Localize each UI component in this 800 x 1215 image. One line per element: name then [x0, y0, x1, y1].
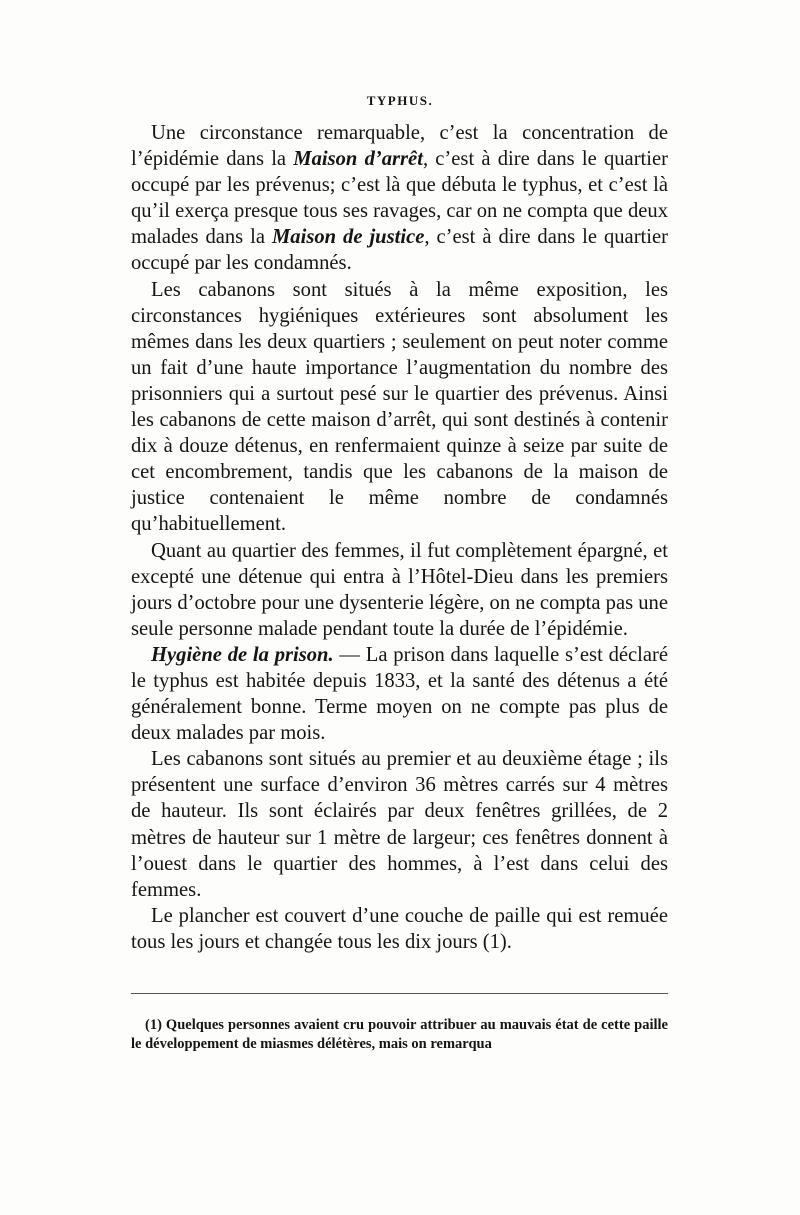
paragraph-1-text-c: , c’est à dire dans le quartier occupé par les condamnés.	[131, 226, 668, 275]
paragraph-3: Quant au quartier des femmes, il fut complètement épargné, et excepté une détenue qui entra à l’Hôtel-Dieu dans les premiers jours d’octobre pour une dysenterie légère, on ne compta pas une seule personne malade pendant toute la durée de l’épidémie.	[131, 539, 668, 640]
emphasis-maison-justice: Maison de justice	[271, 226, 425, 249]
paragraph-6: Le plancher est couvert d’une couche de paille qui est remuée tous les jours et changée tous les dix jours (1).	[131, 904, 668, 953]
running-header: TYPHUS.	[366, 93, 434, 108]
paragraph-4-text: — La prison dans laquelle s’est déclaré le typhus est habitée depuis 1833, et la santé des détenus a été généralement bonne. Terme moyen on ne compte pas plus de deux malades par mois.	[131, 643, 669, 745]
paragraph-1	[131, 120, 668, 277]
body-text	[131, 120, 668, 955]
paragraph-2: Les cabanons sont situés à la même exposition, les circonstances hygiéniques extérieures sont absolument les mêmes dans les deux quartiers ; seulement on peut noter comme un fait d’une haute importance l’augmentation du nombre des prisonniers qui a surtout pesé sur le quartier des prévenus. Ainsi les cabanons de cette maison d’arrêt, qui sont destinés à contenir dix à douze détenus, en renfermaient quinze à seize par suite de cet encombrement, tandis que les cabanons de la maison de justice contenaient le même nombre de condamnés qu’habituellement.	[131, 278, 668, 536]
paragraph-1-text-a: Une circonstance remarquable, c’est la concentration de l’épidémie dans la	[131, 122, 668, 171]
footnote: (1) Quelques personnes avaient cru pouvoir attribuer au mauvais état de cette paille le développement de miasmes délétères, mais on remarqua	[131, 1017, 668, 1052]
paragraph-4	[131, 642, 668, 746]
paragraph-1-text-b: , c’est à dire dans le quartier occupé par les prévenus; c’est là que débuta le typhus, et c’est là qu’il exerça presque tous ses ravages, car on ne compta que deux malades dans la	[131, 148, 668, 249]
section-heading-hygiene: Hygiène de la prison.	[151, 643, 334, 666]
paragraph-5: Les cabanons sont situés au premier et au deuxième étage ; ils présentent une surface d’environ 36 mètres carrés sur 4 mètres de hauteur. Ils sont éclairés par deux fenêtres grillées, de 2 mètres de hauteur sur 1 mètre de largeur; ces fenêtres donnent à l’ouest dans le quartier des hommes, à l’est dans celui des femmes.	[131, 748, 668, 901]
emphasis-maison-arret: Maison d’arrêt	[293, 148, 423, 171]
footnote-divider	[131, 993, 668, 994]
